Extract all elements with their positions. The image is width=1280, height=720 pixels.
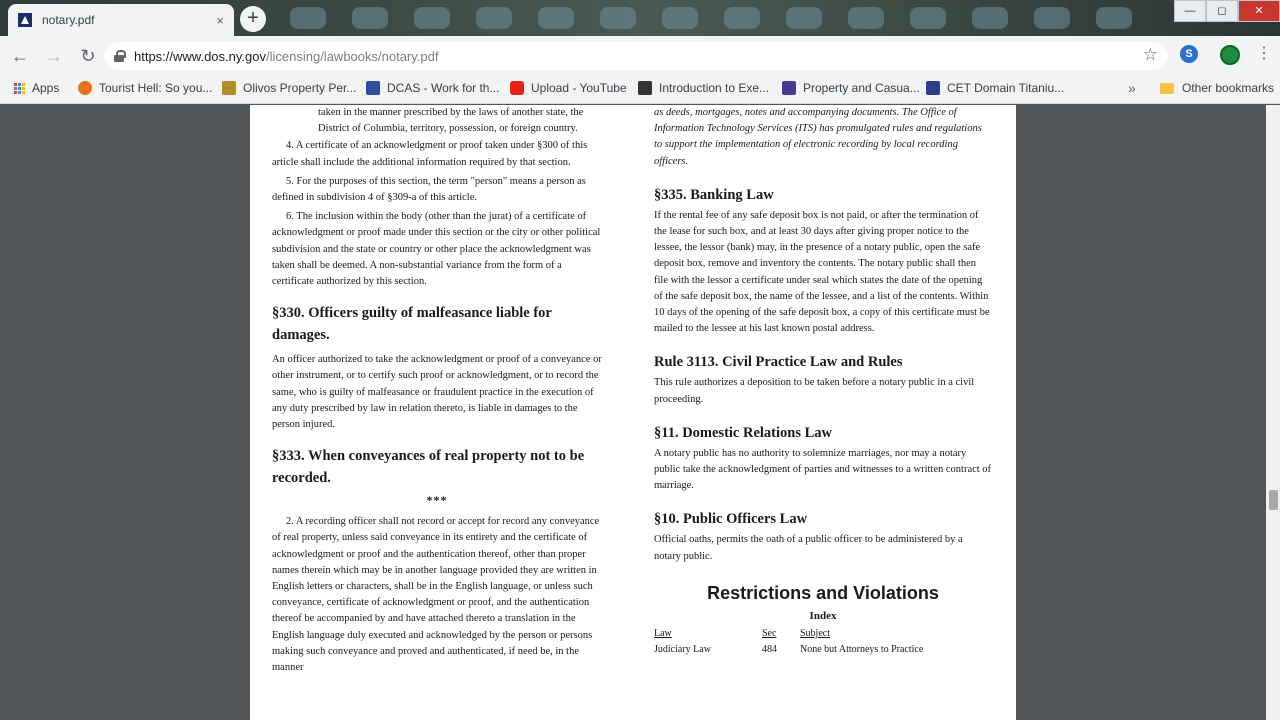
- window-controls: [1174, 0, 1280, 22]
- scrollbar[interactable]: [1266, 105, 1280, 720]
- tab-notary-pdf[interactable]: [8, 4, 234, 36]
- apps-grid-icon: [14, 83, 25, 94]
- extension-s-icon[interactable]: S: [1180, 45, 1198, 63]
- index-title: Index: [809, 609, 837, 622]
- nyc-icon: [366, 81, 380, 95]
- section-heading: §335. Banking Law: [654, 186, 774, 203]
- reload-button[interactable]: ↻: [80, 46, 96, 66]
- bookmarks-bar: [0, 76, 1280, 104]
- doc-icon: [638, 81, 652, 95]
- close-window-button[interactable]: ✕: [1238, 0, 1280, 22]
- section-heading: Rule 3113. Civil Practice Law and Rules: [654, 354, 903, 371]
- paragraph: taken in the manner prescribed by the laws of another state, the District of Columbia, territory, possession, or foreign country.: [318, 107, 584, 135]
- paragraph: 2. A recording officer shall not record or accept for record any conveyance of real property, unless said conveyance in its entirety and the certificate of acknowledgment or proof and the authentication thereof, other than proper names therein which may be in another language provided they are written in English letters or characters, shall be in the English language, or unless such conveyance, certificate of acknowledgment or proof, and the authentication thereof be accompanied by and have attached thereto a translation in the English language duly executed and acknowledged by the person or persons making such conveyance and proved and authenticated, if need be, in the manner: [272, 516, 600, 674]
- back-button[interactable]: ←: [11, 46, 29, 66]
- tab-title: notary.pdf: [42, 13, 95, 27]
- bookmark-item[interactable]: Property and Casua...: [782, 81, 920, 95]
- tab-strip: [0, 0, 1280, 36]
- orange-b-icon: [78, 81, 92, 95]
- bookmark-apps[interactable]: Apps: [14, 81, 59, 95]
- ellipsis-marker: ***: [426, 493, 448, 508]
- section-heading: §330. Officers guilty of malfeasance liable for damages.: [272, 305, 552, 344]
- menu-icon[interactable]: ⋮: [1256, 45, 1272, 62]
- paragraph: as deeds, mortgages, notes and accompanying documents. The Office of Information Technology Services (ITS) has promulgated rules and regulations to support the implementation of electronic recording by local recording officers.: [654, 107, 982, 167]
- scrollbar-thumb[interactable]: [1269, 490, 1278, 510]
- profile-avatar[interactable]: [1220, 45, 1240, 65]
- pdf-viewer[interactable]: [0, 105, 1280, 720]
- left-column: [272, 105, 602, 676]
- cet-icon: [926, 81, 940, 95]
- background-taskbar: [290, 4, 1170, 32]
- bookmark-star-icon[interactable]: ☆: [1142, 45, 1158, 64]
- section-heading: §10. Public Officers Law: [654, 511, 808, 528]
- property-icon: [222, 81, 236, 95]
- chapter-title: Restrictions and Violations: [707, 582, 939, 603]
- right-column: [654, 105, 992, 658]
- forward-button[interactable]: →: [45, 46, 63, 66]
- paragraph: This rule authorizes a deposition to be taken before a notary public in a civil proceeding.: [654, 377, 975, 405]
- url-text[interactable]: https://www.dos.ny.gov/licensing/lawbooks/notary.pdf: [134, 48, 439, 64]
- index-row: Judiciary Law 484 None but Attorneys to Practice: [654, 643, 924, 655]
- youtube-icon: [510, 81, 524, 95]
- bookmark-item[interactable]: Introduction to Exe...: [638, 81, 769, 95]
- browser-toolbar: [0, 36, 1280, 76]
- paragraph: An officer authorized to take the acknowledgment or proof of a conveyance or other instrument, or to certify such proof or acknowledgment, or to record the same, who is guilty of malfeasance or fraudulent practice in the execution of any duty prescribed by law in relation thereto, is liable in damages to the person injured.: [272, 354, 602, 431]
- maximize-button[interactable]: ◻: [1206, 0, 1238, 22]
- insurance-icon: [782, 81, 796, 95]
- bookmark-item[interactable]: CET Domain Titaniu...: [926, 81, 1064, 95]
- bookmark-item[interactable]: DCAS - Work for th...: [366, 81, 499, 95]
- pdf-favicon-icon: [18, 13, 32, 27]
- lock-icon[interactable]: [114, 50, 124, 62]
- index-header-row: Law Sec Subject: [654, 627, 830, 639]
- bookmark-item[interactable]: Tourist Hell: So you...: [78, 81, 212, 95]
- folder-icon: [1160, 83, 1174, 94]
- paragraph: 5. For the purposes of this section, the term "person" means a person as defined in subdivision 4 of §309-a of this article.: [272, 175, 586, 204]
- paragraph: 6. The inclusion within the body (other than the jurat) of a certificate of acknowledgment or proof made under this section or the city or other political subdivision and the state or country or other place the acknowledgment was taken shall be deemed. A non-substantial variance from the form of a certificate authorized by this section.: [272, 211, 601, 288]
- paragraph: A notary public has no authority to solemnize marriages, nor may a notary public take the acknowledgment of parties and witnesses to a written contract of marriage.: [654, 447, 992, 492]
- pdf-page: [250, 105, 1016, 720]
- bookmark-item[interactable]: Olivos Property Per...: [222, 81, 356, 95]
- more-bookmarks-icon[interactable]: »: [1128, 80, 1136, 96]
- section-heading: §333. When conveyances of real property not to be recorded.: [272, 448, 585, 487]
- section-heading: §11. Domestic Relations Law: [654, 424, 833, 441]
- paragraph: Official oaths, permits the oath of a public officer to be administered by a notary public.: [654, 534, 963, 562]
- bookmark-other[interactable]: Other bookmarks: [1160, 81, 1274, 95]
- new-tab-button[interactable]: +: [240, 6, 266, 32]
- paragraph: 4. A certificate of an acknowledgment or proof taken under §300 of this article shall include the additional information required by that section.: [272, 140, 588, 168]
- minimize-button[interactable]: —: [1174, 0, 1206, 22]
- paragraph: If the rental fee of any safe deposit box is not paid, or after the termination of the lease for such box, and at least 30 days after giving proper notice to the lessee, the lessor (bank) may, in the presence of a notary public, open the safe deposit box, remove and inventory the contents. The notary public shall then file with the lessor a certificate under seal which states the date of the opening of the safe deposit box, the name of the lessee, and a list of the contents. Within 10 days of the opening of the safe deposit box, a copy of this certificate must be mailed to the lessee at his last known postal address.: [654, 209, 990, 335]
- address-bar[interactable]: [104, 42, 1168, 70]
- tab-close-icon[interactable]: ×: [216, 12, 224, 28]
- bookmark-item[interactable]: Upload - YouTube: [510, 81, 627, 95]
